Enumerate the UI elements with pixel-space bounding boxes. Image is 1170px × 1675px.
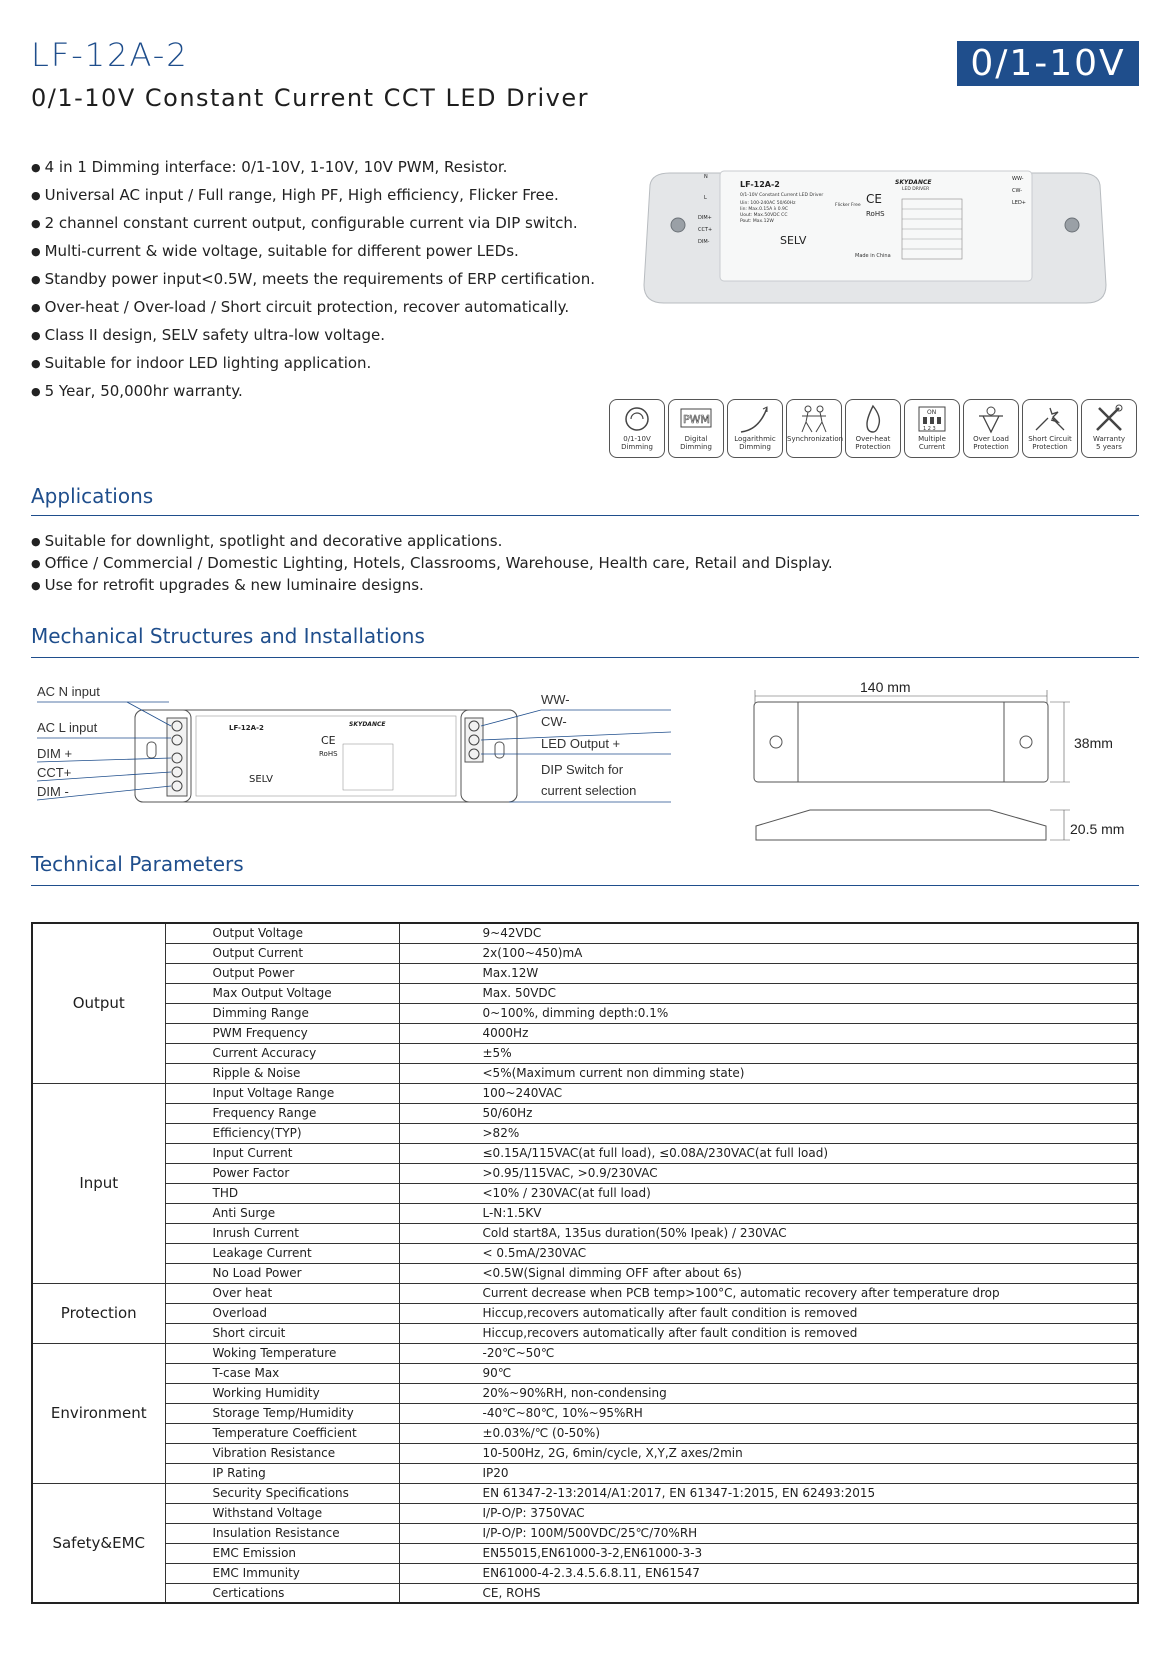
label-line1: 0/1-10V Constant Current LED Driver [740, 193, 824, 198]
icon-caption: Digital Dimming [680, 435, 712, 451]
label-dim-plus: DIM + [37, 746, 73, 761]
parameter-name: No Load Power [165, 1263, 399, 1283]
table-row [32, 1563, 1138, 1583]
parameter-value: <5%(Maximum current non dimming state) [399, 1063, 1138, 1083]
parameter-name: Inrush Current [165, 1223, 399, 1243]
feature-item: ● Universal AC input / Full range, High PF, High efficiency, Flicker Free. [31, 186, 631, 214]
parameter-name: IP Rating [165, 1463, 399, 1483]
label-selv: SELV [780, 234, 807, 247]
parameter-value: Cold start8A, 135us duration(50% Ipeak) / 230VAC [399, 1223, 1138, 1243]
parameter-value: EN55015,EN61000-3-2,EN61000-3-3 [399, 1543, 1138, 1563]
logarithmic-curve-icon [727, 399, 783, 458]
parameter-value: <0.5W(Signal dimming OFF after about 6s) [399, 1263, 1138, 1283]
ce-mark: CE [866, 192, 882, 206]
feature-item: ● 4 in 1 Dimming interface: 0/1-10V, 1-10V, 10V PWM, Resistor. [31, 158, 631, 186]
table-row [32, 1263, 1138, 1283]
diagram-rohs: RoHS [319, 750, 338, 758]
flame-icon [845, 399, 901, 458]
parameter-value: ±0.03%/℃ (0-50%) [399, 1423, 1138, 1443]
parameter-name: Vibration Resistance [165, 1443, 399, 1463]
dim-height: 20.5 mm [1070, 821, 1125, 837]
diagram-brand: SKYDANCE [349, 721, 386, 728]
table-row [32, 1503, 1138, 1523]
table-row [32, 1083, 1138, 1103]
parameter-value: 10-500Hz, 2G, 6min/cycle, X,Y,Z axes/2min [399, 1443, 1138, 1463]
icon-caption: Multiple Current [918, 435, 946, 451]
table-row [32, 1183, 1138, 1203]
icon-caption: Warranty 5 years [1092, 435, 1125, 451]
product-subtitle: 0/1-10V Constant Current CCT LED Driver [31, 84, 589, 112]
pwm-icon [668, 399, 724, 458]
parameter-name: Output Voltage [165, 923, 399, 943]
parameter-value: >82% [399, 1123, 1138, 1143]
short-circuit-icon [1022, 399, 1078, 458]
parameter-name: Input Current [165, 1143, 399, 1163]
applications-list [31, 532, 833, 598]
feature-item: ● Multi-current & wide voltage, suitable for different power LEDs. [31, 242, 631, 270]
label-model: LF-12A-2 [740, 180, 780, 189]
table-row [32, 923, 1138, 943]
icon-caption: Over-heat Protection [855, 435, 891, 451]
table-row [32, 1023, 1138, 1043]
table-row [32, 983, 1138, 1003]
label-line5: Pout: Max.12W [740, 219, 774, 224]
table-row [32, 1223, 1138, 1243]
parameter-name: Woking Temperature [165, 1343, 399, 1363]
tools-icon [1081, 399, 1137, 458]
table-row [32, 1243, 1138, 1263]
svg-text:ON: ON [927, 409, 937, 416]
parameter-name: Security Specifications [165, 1483, 399, 1503]
parameter-name: Input Voltage Range [165, 1083, 399, 1103]
applications-heading: Applications [31, 484, 154, 508]
table-row [32, 1043, 1138, 1063]
parameter-name: Insulation Resistance [165, 1523, 399, 1543]
parameter-value: 9~42VDC [399, 923, 1138, 943]
terminal-n: N [704, 174, 708, 180]
parameter-value: -40℃~80℃, 10%~95%RH [399, 1403, 1138, 1423]
label-ww: WW- [541, 692, 570, 707]
feature-list [31, 158, 631, 410]
application-item: ● Suitable for downlight, spotlight and decorative applications. [31, 532, 833, 554]
dim-length: 140 mm [860, 680, 911, 695]
parameter-value: ±5% [399, 1043, 1138, 1063]
dip-switch-icon [904, 399, 960, 458]
terminal-ww: WW- [1012, 176, 1024, 182]
icon-caption: 0/1-10V Dimming [621, 435, 653, 451]
table-row [32, 1423, 1138, 1443]
parameter-value: 4000Hz [399, 1023, 1138, 1043]
table-row [32, 1483, 1138, 1503]
label-flicker: Flicker Free [835, 203, 861, 208]
icon-caption: Over Load Protection [973, 435, 1009, 451]
section-divider [31, 515, 1139, 516]
feature-item: ● Over-heat / Over-load / Short circuit protection, recover automatically. [31, 298, 631, 326]
svg-text:1 2 3: 1 2 3 [923, 426, 936, 432]
parameter-group: Input [32, 1083, 165, 1283]
parameter-value: 20%~90%RH, non-condensing [399, 1383, 1138, 1403]
parameter-name: THD [165, 1183, 399, 1203]
parameter-value: ≤0.15A/115VAC(at full load), ≤0.08A/230VAC(at full load) [399, 1143, 1138, 1163]
section-divider [31, 657, 1139, 658]
diagram-model: LF-12A-2 [229, 724, 264, 732]
parameter-name: Dimming Range [165, 1003, 399, 1023]
terminal-led: LED+ [1012, 200, 1026, 206]
table-row [32, 1583, 1138, 1603]
label-dip-switch: DIP Switch for [541, 762, 624, 777]
parameter-name: Output Power [165, 963, 399, 983]
terminal-cw: CW- [1012, 188, 1023, 194]
table-row [32, 1123, 1138, 1143]
svg-text:PWM: PWM [683, 413, 711, 426]
parameter-value: L-N:1.5KV [399, 1203, 1138, 1223]
label-line2: Uin: 100-240AC 50/60Hz [740, 201, 796, 206]
label-dim-minus: DIM - [37, 784, 69, 799]
dim-width: 38mm [1074, 735, 1113, 751]
technical-heading: Technical Parameters [31, 852, 244, 876]
parameter-name: Overload [165, 1303, 399, 1323]
parameter-value: EN61000-4-2.3.4.5.6.8.11, EN61547 [399, 1563, 1138, 1583]
parameter-name: Certications [165, 1583, 399, 1603]
label-cct-plus: CCT+ [37, 765, 72, 780]
parameter-name: Short circuit [165, 1323, 399, 1343]
terminal-l: L [704, 195, 707, 201]
parameter-value: I/P-O/P: 100M/500VDC/25℃/70%RH [399, 1523, 1138, 1543]
feature-item: ● Class II design, SELV safety ultra-low voltage. [31, 326, 631, 354]
label-rohs: RoHS [866, 210, 885, 218]
dimension-drawing [750, 680, 1140, 870]
table-row [32, 1403, 1138, 1423]
table-row [32, 1143, 1138, 1163]
table-row [32, 1103, 1138, 1123]
table-row [32, 1383, 1138, 1403]
parameter-name: Max Output Voltage [165, 983, 399, 1003]
parameter-value: EN 61347-2-13:2014/A1:2017, EN 61347-1:2015, EN 62493:2015 [399, 1483, 1138, 1503]
table-row [32, 1063, 1138, 1083]
parameter-group: Protection [32, 1283, 165, 1343]
parameter-name: Over heat [165, 1283, 399, 1303]
terminal-cct-plus: CCT+ [698, 227, 713, 233]
parameter-name: Power Factor [165, 1163, 399, 1183]
parameter-value: >0.95/115VAC, >0.9/230VAC [399, 1163, 1138, 1183]
feature-icon-row [609, 399, 1137, 458]
parameter-value: CE, ROHS [399, 1583, 1138, 1603]
parameter-value: 2x(100~450)mA [399, 943, 1138, 963]
table-row [32, 1163, 1138, 1183]
parameter-value: -20℃~50℃ [399, 1343, 1138, 1363]
table-row [32, 1343, 1138, 1363]
table-row [32, 943, 1138, 963]
table-row [32, 1463, 1138, 1483]
icon-caption: Logarithmic Dimming [734, 435, 776, 451]
parameter-group: Safety&EMC [32, 1483, 165, 1603]
application-item: ● Use for retrofit upgrades & new luminaire designs. [31, 576, 833, 598]
feature-item: ● Standby power input<0.5W, meets the requirements of ERP certification. [31, 270, 631, 298]
parameter-name: Temperature Coefficient [165, 1423, 399, 1443]
parameter-name: Current Accuracy [165, 1043, 399, 1063]
parameter-name: Storage Temp/Humidity [165, 1403, 399, 1423]
parameter-name: EMC Immunity [165, 1563, 399, 1583]
mechanical-heading: Mechanical Structures and Installations [31, 624, 425, 648]
table-row [32, 1363, 1138, 1383]
parameter-name: Anti Surge [165, 1203, 399, 1223]
parameter-value: 0~100%, dimming depth:0.1% [399, 1003, 1138, 1023]
parameter-name: Withstand Voltage [165, 1503, 399, 1523]
terminal-dim-minus: DIM- [698, 239, 710, 245]
label-brand: SKYDANCE [895, 179, 932, 186]
dimming-knob-icon [609, 399, 665, 458]
label-line3: Iin: Max.0.15A λ 0.9C [740, 207, 789, 212]
label-ac-l: AC L input [37, 720, 98, 735]
table-row [32, 1003, 1138, 1023]
table-row [32, 1523, 1138, 1543]
parameter-value: Hiccup,recovers automatically after fault condition is removed [399, 1303, 1138, 1323]
parameter-name: Frequency Range [165, 1103, 399, 1123]
section-divider [31, 885, 1139, 886]
parameter-group: Environment [32, 1343, 165, 1483]
label-ac-n: AC N input [37, 684, 100, 699]
overload-icon [963, 399, 1019, 458]
label-cw: CW- [541, 714, 567, 729]
wiring-diagram [31, 680, 681, 830]
table-row [32, 1283, 1138, 1303]
terminal-dim-plus: DIM+ [698, 215, 712, 221]
parameter-name: Ripple & Noise [165, 1063, 399, 1083]
diagram-ce: CE [321, 734, 336, 747]
parameter-group: Output [32, 923, 165, 1083]
table-row [32, 963, 1138, 983]
parameter-name: Output Current [165, 943, 399, 963]
product-photo [640, 165, 1110, 315]
parameter-name: Efficiency(TYP) [165, 1123, 399, 1143]
label-led-output: LED Output + [541, 736, 621, 751]
parameter-value: Max. 50VDC [399, 983, 1138, 1003]
label-current-selection: current selection [541, 783, 637, 798]
parameter-value: 50/60Hz [399, 1103, 1138, 1123]
parameter-value: Current decrease when PCB temp>100°C, automatic recovery after temperature drop [399, 1283, 1138, 1303]
parameter-value: Max.12W [399, 963, 1138, 983]
parameter-name: Leakage Current [165, 1243, 399, 1263]
parameter-name: PWM Frequency [165, 1023, 399, 1043]
parameter-value: 90℃ [399, 1363, 1138, 1383]
label-made-in: Made in China [855, 253, 891, 259]
synchronization-icon [786, 399, 842, 458]
parameter-value: <10% / 230VAC(at full load) [399, 1183, 1138, 1203]
label-brand-sub: LED DRIVER [902, 187, 930, 192]
feature-item: ● 5 Year, 50,000hr warranty. [31, 382, 631, 410]
parameter-name: T-case Max [165, 1363, 399, 1383]
product-model-title: LF-12A-2 [31, 36, 189, 74]
table-row [32, 1443, 1138, 1463]
table-row [32, 1203, 1138, 1223]
diagram-selv: SELV [249, 774, 273, 785]
feature-item: ● 2 channel constant current output, configurable current via DIP switch. [31, 214, 631, 242]
parameter-name: Working Humidity [165, 1383, 399, 1403]
feature-item: ● Suitable for indoor LED lighting application. [31, 354, 631, 382]
parameter-value: I/P-O/P: 3750VAC [399, 1503, 1138, 1523]
application-item: ● Office / Commercial / Domestic Lighting, Hotels, Classrooms, Warehouse, Health care, Retail and Display. [31, 554, 833, 576]
parameter-value: IP20 [399, 1463, 1138, 1483]
parameter-value: Hiccup,recovers automatically after fault condition is removed [399, 1323, 1138, 1343]
parameter-value: < 0.5mA/230VAC [399, 1243, 1138, 1263]
parameter-name: EMC Emission [165, 1543, 399, 1563]
table-row [32, 1543, 1138, 1563]
parameter-value: 100~240VAC [399, 1083, 1138, 1103]
icon-caption: Synchronization [787, 435, 844, 443]
table-row [32, 1323, 1138, 1343]
technical-parameters-table [31, 922, 1139, 1604]
icon-caption: Short Circuit Protection [1028, 435, 1072, 451]
dimming-type-badge: 0/1-10V [957, 41, 1139, 86]
table-row [32, 1303, 1138, 1323]
label-line4: Uout: Max.50VDC CC [740, 213, 788, 218]
